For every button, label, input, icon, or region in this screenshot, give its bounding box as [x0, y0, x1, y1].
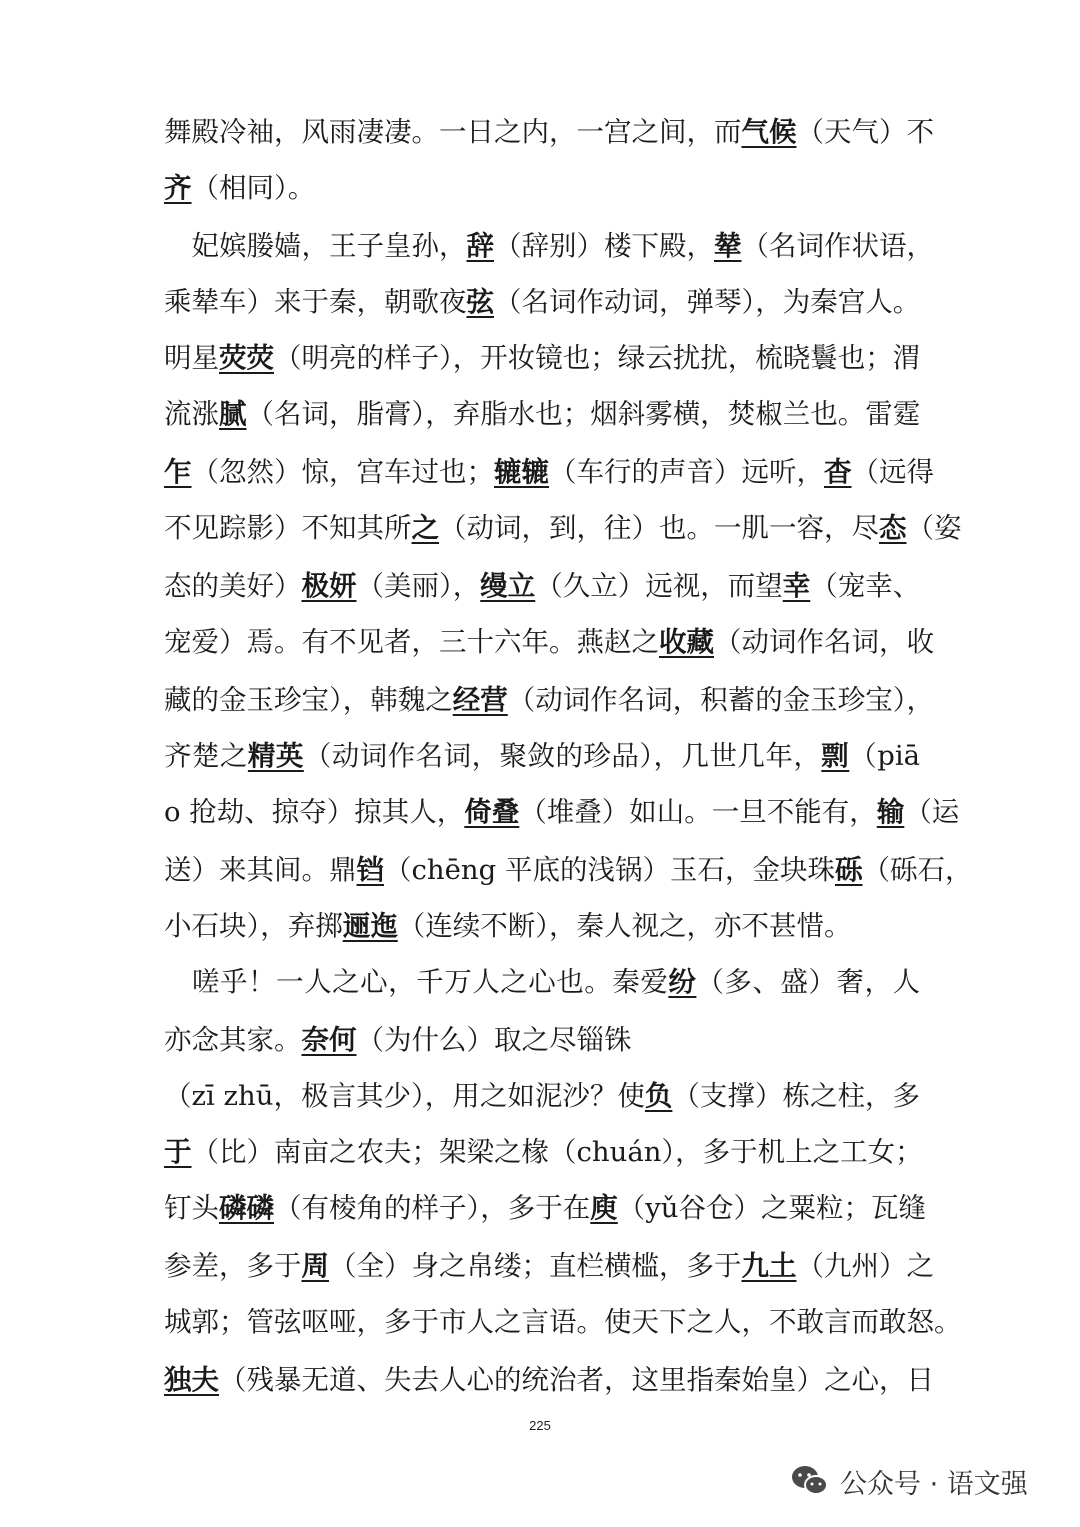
annotated-term: 铛 [356, 854, 384, 886]
text-segment: 流涨 [164, 398, 219, 430]
text-segment: （砾石， [862, 854, 973, 886]
watermark [790, 1456, 1028, 1506]
annotated-term: 极妍 [301, 570, 357, 602]
text-segment: （连续不断），秦人视之，亦不甚惜。 [397, 910, 852, 942]
text-segment: （piā [849, 740, 921, 772]
text-segment: （久立）远视，而望 [535, 570, 783, 602]
text-segment: 齐楚之 [164, 740, 248, 772]
text-segment: 参差，多于 [164, 1250, 302, 1282]
text-line [164, 1302, 962, 1342]
annotated-term: 齐 [164, 172, 192, 204]
text-segment: （支撑）栋之柱，多 [672, 1080, 921, 1112]
text-segment: 钉头 [164, 1192, 219, 1224]
text-segment: （全）身之帛缕；直栏横槛，多于 [329, 1250, 742, 1282]
text-line [164, 452, 934, 492]
text-segment: （名词作动词，弹琴），为秦宫人。 [494, 286, 921, 318]
text-segment: 亦念其家。 [164, 1024, 302, 1056]
text-segment: （堆叠）如山。一旦不能有， [519, 796, 877, 828]
annotated-term: 经营 [452, 684, 508, 716]
text-line [164, 622, 934, 662]
text-line [164, 282, 920, 322]
text-line [164, 226, 934, 266]
text-segment: 乘辇车）来于秦，朝歌夜 [164, 286, 467, 318]
text-segment: 宠爱）焉。有不见者，三十六年。燕赵之 [164, 626, 659, 658]
annotated-term: 荧荧 [219, 342, 274, 374]
annotated-term: 奈何 [301, 1024, 357, 1056]
annotated-term: 九土 [741, 1250, 797, 1282]
text-segment: （美丽）， [356, 570, 481, 602]
annotated-term: 庾 [590, 1192, 618, 1224]
text-segment: o 抢劫、掠夺）掠其人， [164, 796, 465, 828]
text-line [164, 792, 960, 832]
annotated-term: 精英 [247, 740, 304, 772]
text-segment: （多、盛）奢，人 [696, 966, 921, 998]
annotated-term: 输 [876, 796, 905, 828]
text-segment: （动词作名词，收 [714, 626, 934, 658]
annotated-term: 杳 [824, 456, 852, 488]
annotated-term: 腻 [219, 398, 247, 430]
annotated-term: 纷 [668, 966, 697, 998]
text-segment: （运 [904, 796, 960, 828]
text-line [164, 1132, 923, 1172]
annotated-term: 逦迤 [342, 910, 398, 942]
text-line [164, 850, 973, 890]
text-line [164, 1076, 920, 1116]
text-segment: （动词作名词，积蓄的金玉珍宝）， [507, 684, 934, 716]
text-segment: （动词，到，往）也。一肌一容，尽 [439, 512, 879, 544]
annotated-term: 独夫 [164, 1364, 219, 1396]
text-line [164, 168, 920, 208]
wechat-icon [790, 1464, 830, 1498]
text-segment: （忽然）惊，宫车过也； [191, 456, 494, 488]
text-line [164, 1360, 934, 1400]
text-segment: （辞别）楼下殿， [494, 230, 714, 262]
text-segment: （为什么）取之尽锱铢 [356, 1024, 632, 1056]
text-line [164, 338, 920, 378]
text-line [164, 680, 934, 720]
text-segment: 不见踪影）不知其所 [164, 512, 412, 544]
annotated-term: 辞 [466, 230, 494, 262]
text-line [164, 1188, 926, 1228]
text-line [164, 906, 920, 946]
text-segment: （名词作状语， [741, 230, 934, 262]
annotated-term: 态 [879, 512, 907, 544]
text-line [164, 508, 962, 548]
text-segment: 城郭；管弦呕哑，多于市人之言语。使天下之人，不敢言而敢怒。 [164, 1306, 962, 1338]
text-segment: 舞殿冷袖，风雨凄凄。一日之内，一宫之间，而 [164, 116, 742, 148]
annotated-term: 幸 [782, 570, 811, 602]
text-segment: （yǔ谷仓）之粟粒；瓦缝 [617, 1192, 926, 1224]
annotated-term: 磷磷 [219, 1192, 274, 1224]
annotated-term: 辘辘 [494, 456, 549, 488]
text-segment: 藏的金玉珍宝），韩魏之 [164, 684, 453, 716]
text-segment: （九州）之 [796, 1250, 934, 1282]
annotated-term: 乍 [164, 456, 192, 488]
text-segment: （宠幸、 [810, 570, 921, 602]
text-segment: （名词，脂膏），弃脂水也；烟斜雾横，焚椒兰也。雷霆 [246, 398, 921, 430]
text-segment: （比）南亩之农夫；架梁之椽（chuán），多于机上之工女； [191, 1136, 923, 1168]
text-segment: （chēng 平底的浅锅）玉石，金块珠 [384, 854, 835, 886]
text-segment: （残暴无道、失去人心的统治者，这里指秦始皇）之心，日 [219, 1364, 934, 1396]
text-line [164, 394, 920, 434]
annotated-term: 弦 [466, 286, 494, 318]
watermark-text: 公众号 · 语文强 [840, 1468, 1028, 1500]
text-line [164, 112, 934, 152]
text-segment: 小石块），弃掷 [164, 910, 343, 942]
annotated-term: 倚叠 [464, 796, 520, 828]
text-segment: （有棱角的样子），多于在 [274, 1192, 591, 1224]
text-segment: （车行的声音）远听， [549, 456, 824, 488]
annotated-term: 收藏 [659, 626, 714, 658]
annotated-term: 辇 [714, 230, 742, 262]
text-line [164, 1246, 934, 1286]
text-line [164, 1020, 920, 1060]
text-segment: 态的美好） [164, 570, 302, 602]
text-segment: （相同）。 [191, 172, 316, 204]
text-segment: （天气）不 [796, 116, 934, 148]
annotated-term: 负 [644, 1080, 673, 1112]
annotated-term: 剽 [821, 740, 850, 772]
text-line [164, 736, 920, 776]
text-segment: （zī zhū，极言其少），用之如泥沙？使 [164, 1080, 645, 1112]
text-segment: （动词作名词，聚敛的珍品），几世几年， [303, 740, 822, 772]
page-number: 225 [529, 1418, 551, 1433]
text-segment: 送）来其间。鼎 [164, 854, 357, 886]
annotated-term: 之 [411, 512, 439, 544]
text-segment: 嗟乎！一人之心，千万人之心也。秦爱 [164, 966, 669, 998]
text-segment: （明亮的样子），开妆镜也；绿云扰扰，梳晓鬟也；渭 [274, 342, 921, 374]
text-segment: 明星 [164, 342, 219, 374]
annotated-term: 砾 [834, 854, 863, 886]
text-line [164, 566, 920, 606]
annotated-term: 周 [301, 1250, 329, 1282]
text-line [164, 962, 920, 1002]
text-segment: （远得 [851, 456, 934, 488]
text-segment: 妃嫔媵嫱，王子皇孙， [164, 230, 467, 262]
annotated-term: 缦立 [480, 570, 536, 602]
text-segment: （姿 [906, 512, 962, 544]
annotated-term: 气候 [741, 116, 797, 148]
annotated-term: 于 [164, 1136, 192, 1168]
